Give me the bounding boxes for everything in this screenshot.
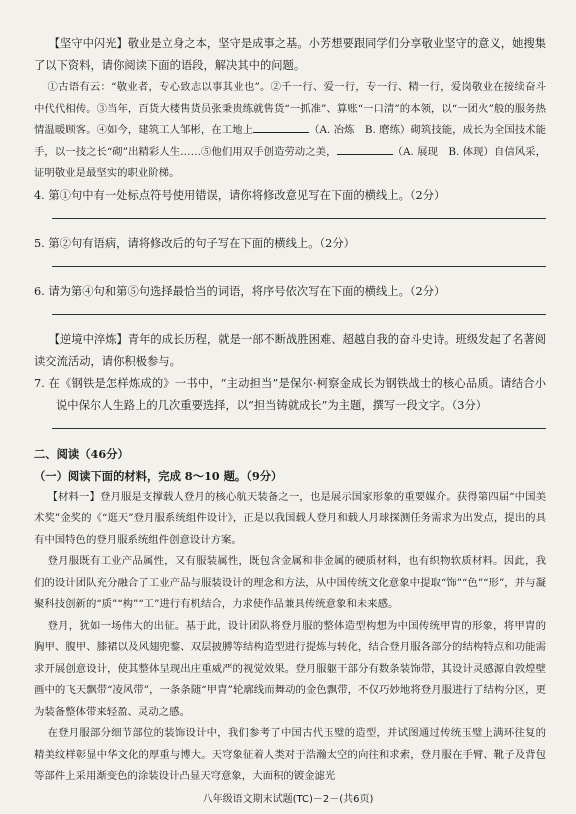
answer-line-7[interactable] [52, 427, 546, 429]
question-5: 5. 第②句有语病，请将修改后的句子写在下面的横线上。（2分） [34, 236, 355, 250]
material-paragraph-2: 登月服既有工业产品属性，又有服装属性，既包含金属和非金属的硬质材料，也有织物软质材料。因此，我们的设计团队充分融合了工业产品与服装设计的理念和方法，从中国传统文化意象中提取“饰”“色”“形”，并与凝聚科技创新的“质”“构”“工”进行有机结合，力求使作品兼具传统意象和未来感。 [34, 555, 546, 610]
material-paragraph-4: 在登月服部分细节部位的装饰设计中，我们参考了中国古代玉璧的造型，并试图通过传统玉璧上满环往复的精美纹样彰显中华文化的厚重与博大。天穹象征着人类对于浩瀚太空的向往和求索，登月服在手臂、靴子及背包等部件上采用渐变色的涂装设计凸显天穹意象，大面积的镀金滤光 [34, 727, 546, 782]
answer-blank-1[interactable] [253, 120, 309, 133]
answer-line-6[interactable] [52, 313, 546, 315]
material-paragraph-3: 登月，犹如一场伟大的出征。基于此，设计团队将登月服的整体造型构想为中国传统甲胄的形象，将甲胄的胸甲、腹甲、膝裙以及风翅兜鍪、双层披膊等结构造型进行提炼与转化，结合登月服各部分的结构特点和功能需求开展创意设计，使其整体呈现出庄重威严的视觉效果。登月服躯干部分有数条装饰带，其设计灵感源自敦煌壁画中的飞天飘带“凌风带”，一条条随“甲胄”轮廓线而舞动的金色飘带，不仅巧妙地将登月服进行了结构分区，更为装备整体带来轻盈、灵动之感。 [34, 619, 546, 718]
question-7: 7. 在《钢铁是怎样炼成的》一书中，“主动担当”是保尔·柯察金成长为钢铁战士的核心品质。请结合小说中保尔人生路上的几次重要选择，以“担当铸就成长”为主题，撰写一段文字。（3分） [34, 376, 546, 412]
subsection-title: （一）阅读下面的材料，完成 8～10 题。（9分） [34, 468, 283, 483]
answer-line-5[interactable] [52, 265, 546, 267]
page-footer: 八年级语文期末试题(TC)－2－(共6页) [202, 794, 374, 805]
answer-line-4[interactable] [52, 217, 546, 219]
material-1: 【材料一】登月服是支撑载人登月的核心航天装备之一，也是展示国家形象的重要媒介。获得第四届“中国美术奖”金奖的《“逛天”登月服系统组件设计》，正是以我国载人登月和载人月球探测任务需求为出发点，提出的具有中国特色的登月服系统组件创意设计方案。 [34, 490, 546, 546]
passage-text: ①古语有云：“敬业者，专心致志以事其业也”。②千一行、爱一行，专一行、精一行，爱岗敬业在接续奋斗中代代相传。③当年，百货大楼售货员张秉贵练就售货“一抓准”、算账“一口清”的本领，以“一团火”般的服务热情温暖顾客。④如今，建筑工人邹彬，在工地上 （A. 冶炼 B. 磨练）砌筑技能，成长为全国技术能手，以一技之长“砌”出精彩人生……⑤他们用双手创造劳动之美， （A. 展现 B. 体现）自信风采，证明敬业是最坚实的职业阶梯。 [34, 81, 546, 179]
question-4: 4. 第①句中有一处标点符号使用错误，请你将修改意见写在下面的横线上。（2分） [34, 188, 446, 202]
section-intro-adversity: 【逆境中淬炼】青年的成长历程，就是一部不断战胜困难、超越自我的奋斗史诗。班级发起了名著阅读交流活动，请你积极参与。 [34, 332, 546, 368]
section-intro-persistence: 【坚守中闪光】敬业是立身之本，坚守是成事之基。小芳想要跟同学们分享敬业坚守的意义，她搜集了以下资料，请你阅读下面的语段，解决其中的问题。 [34, 37, 546, 72]
section-title-reading: 二、阅读（46分） [34, 446, 129, 461]
answer-blank-2[interactable] [337, 142, 393, 155]
question-6: 6. 请为第④句和第⑤句选择最恰当的词语，将序号依次写在下面的横线上。（2分） [34, 284, 446, 298]
